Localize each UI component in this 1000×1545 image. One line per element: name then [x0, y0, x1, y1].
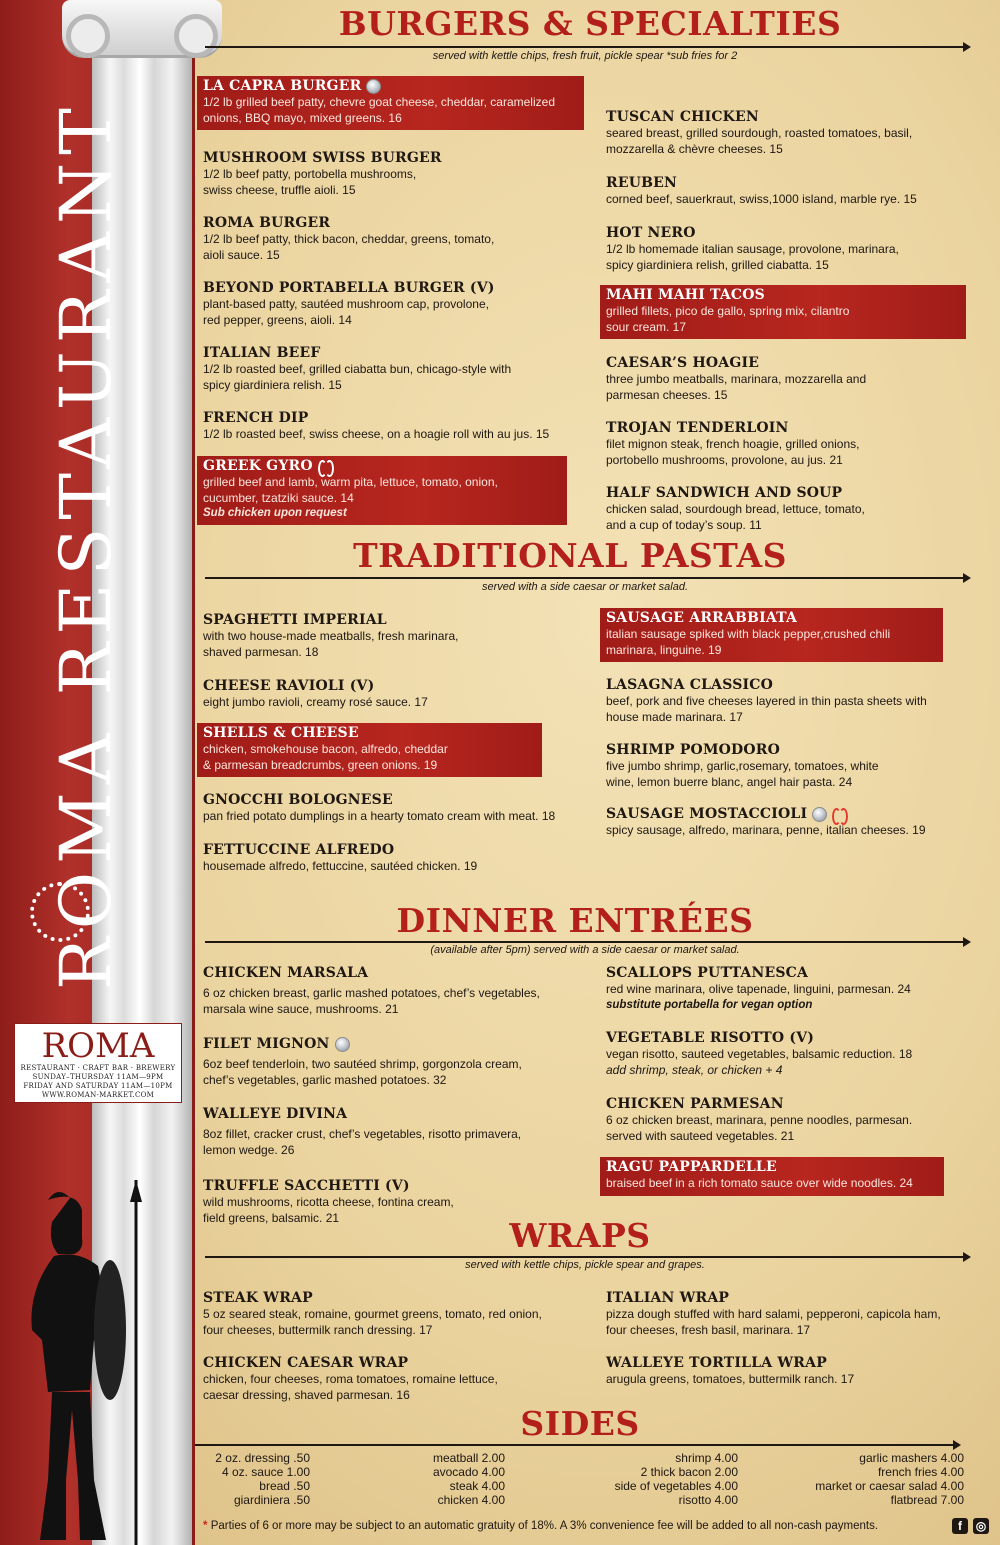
- item-desc: sour cream. 17: [606, 319, 687, 334]
- menu-item: [203, 345, 593, 393]
- globe-icon: [335, 1037, 350, 1052]
- spartan-warrior-icon: [18, 1180, 148, 1545]
- side-item: 4 oz. sauce 1.00: [221, 1465, 310, 1479]
- item-desc: red pepper, greens, aioli. 14: [203, 312, 352, 327]
- item-desc: pan fried potato dumplings in a hearty tomato cream with meat. 18: [203, 809, 556, 823]
- logo-line: SUNDAY–THURSDAY 11AM—9PM: [32, 1073, 164, 1081]
- menu-item: [203, 1355, 598, 1403]
- item-desc: grilled beef and lamb, warm pita, lettuce, tomato, onion,: [203, 475, 498, 489]
- menu-item-highlighted: [197, 723, 542, 777]
- item-desc: spicy giardiniera relish, grilled ciabatta. 15: [606, 257, 829, 272]
- item-name: SAUSAGE ARRABBIATA: [606, 610, 798, 626]
- item-desc: portobello mushrooms, provolone, au jus. 21: [606, 452, 843, 467]
- sides-column: [400, 1451, 505, 1507]
- item-name: BEYOND PORTABELLA BURGER (V): [203, 280, 495, 296]
- menu-item: [606, 355, 966, 403]
- section-subtitle-entrees: (available after 5pm) served with a side caesar or market salad.: [430, 944, 740, 956]
- menu-item: [606, 742, 966, 790]
- menu-item: [606, 965, 971, 1013]
- side-item: steak 4.00: [449, 1479, 505, 1493]
- menu-item: [606, 175, 966, 208]
- item-desc: 5 oz seared steak, romaine, gourmet greens, tomato, red onion,: [203, 1307, 542, 1321]
- side-item: french fries 4.00: [877, 1465, 964, 1479]
- item-name: SHELLS & CHEESE: [203, 725, 359, 741]
- item-desc: 1/2 lb beef patty, thick bacon, cheddar, greens, tomato,: [203, 232, 495, 246]
- logo-line: RESTAURANT · CRAFT BAR · BREWERY: [20, 1064, 176, 1072]
- footer-note: [203, 1519, 878, 1533]
- wheat-icon: [832, 808, 848, 822]
- item-desc: marsala wine sauce, mushrooms. 21: [203, 1001, 399, 1016]
- item-desc: 1/2 lb homemade italian sausage, provolone, marinara,: [606, 242, 899, 256]
- menu-item: [606, 1355, 986, 1388]
- item-desc: housemade alfredo, fettuccine, sautéed chicken. 19: [203, 859, 478, 873]
- section-rule: [205, 941, 965, 943]
- side-item: garlic mashers 4.00: [859, 1451, 964, 1465]
- section-rule: [205, 1256, 965, 1258]
- item-name: ROMA BURGER: [203, 215, 331, 231]
- item-name: VEGETABLE RISOTTO (V): [606, 1030, 815, 1046]
- item-desc: vegan risotto, sauteed vegetables, balsamic reduction. 18: [606, 1047, 913, 1061]
- item-desc: chicken salad, sourdough bread, lettuce, tomato,: [606, 502, 865, 516]
- item-name: CHICKEN CAESAR WRAP: [203, 1355, 409, 1371]
- footer-note-text: Parties of 6 or more may be subject to an automatic gratuity of 18%. A 3% convenience fee will be added to all non-cash payments.: [210, 1520, 879, 1532]
- item-name: ITALIAN WRAP: [606, 1290, 730, 1306]
- item-desc: seared breast, grilled sourdough, roasted tomatoes, basil,: [606, 126, 913, 140]
- instagram-icon[interactable]: ◎: [973, 1518, 989, 1534]
- item-desc: five jumbo shrimp, garlic,rosemary, tomatoes, white: [606, 759, 879, 773]
- menu-item: [606, 485, 966, 533]
- item-name: WALLEYE TORTILLA WRAP: [606, 1355, 827, 1371]
- item-desc: onions, BBQ mayo, mixed greens. 16: [203, 110, 402, 125]
- item-name: LA CAPRA BURGER: [203, 78, 578, 95]
- item-desc: & parmesan breadcrumbs, green onions. 19: [203, 757, 438, 772]
- item-name: TUSCAN CHICKEN: [606, 109, 759, 125]
- item-name: SPAGHETTI IMPERIAL: [203, 612, 387, 628]
- item-desc: 1/2 lb grilled beef patty, chevre goat cheese, cheddar, caramelized: [203, 95, 555, 109]
- menu-item: [203, 612, 593, 660]
- item-desc: 6 oz chicken breast, garlic mashed potatoes, chef’s vegetables,: [203, 986, 540, 1000]
- item-desc: parmesan cheeses. 15: [606, 387, 728, 402]
- item-desc: wild mushrooms, ricotta cheese, fontina cream,: [203, 1195, 454, 1209]
- item-desc: cucumber, tzatziki sauce. 14: [203, 490, 354, 505]
- section-rule: [205, 577, 965, 579]
- item-desc: corned beef, sauerkraut, swiss,1000 island, marble rye. 15: [606, 192, 917, 206]
- side-item: shrimp 4.00: [675, 1451, 738, 1465]
- menu-item: [606, 677, 966, 725]
- section-subtitle-burgers: served with kettle chips, fresh fruit, pickle spear *sub fries for 2: [432, 50, 738, 62]
- item-desc: pizza dough stuffed with hard salami, pepperoni, capicola ham,: [606, 1307, 941, 1321]
- item-name: STEAK WRAP: [203, 1290, 313, 1306]
- item-name: SCALLOPS PUTTANESCA: [606, 965, 809, 981]
- item-name: CHICKEN PARMESAN: [606, 1096, 784, 1112]
- item-desc: four cheeses, fresh basil, marinara. 17: [606, 1322, 811, 1337]
- menu-item: [203, 410, 598, 443]
- wheat-icon: [318, 460, 334, 474]
- item-name: GREEK GYRO: [203, 458, 561, 475]
- item-desc: swiss cheese, truffle aioli. 15: [203, 182, 356, 197]
- menu-item: [203, 280, 593, 328]
- item-name: RAGU PAPPARDELLE: [606, 1159, 777, 1175]
- section-subtitle-pastas: served with a side caesar or market salad.: [481, 581, 689, 593]
- item-desc: shaved parmesan. 18: [203, 644, 319, 659]
- item-name: MAHI MAHI TACOS: [606, 287, 765, 303]
- menu-item: [203, 1106, 598, 1158]
- section-title-sides: SIDES: [520, 1404, 640, 1443]
- menu-item: [606, 806, 971, 839]
- item-name: REUBEN: [606, 175, 678, 191]
- item-desc: italian sausage spiked with black pepper,crushed chili: [606, 627, 891, 641]
- item-desc: 8oz fillet, cracker crust, chef’s vegetables, risotto primavera,: [203, 1127, 522, 1141]
- menu-item: [203, 1036, 598, 1088]
- section-subtitle-wraps: served with kettle chips, pickle spear and grapes.: [465, 1259, 705, 1271]
- section-rule: [205, 46, 965, 48]
- item-name: CHEESE RAVIOLI (V): [203, 678, 375, 694]
- item-desc: wine, lemon buerre blanc, angel hair pasta. 24: [606, 774, 853, 789]
- section-title-pastas: TRADITIONAL PASTAS: [353, 536, 787, 575]
- menu-item: [203, 965, 598, 1017]
- item-name: SAUSAGE MOSTACCIOLI: [606, 806, 971, 823]
- menu-item: [606, 109, 966, 157]
- item-desc: 6oz beef tenderloin, two sautéed shrimp, gorgonzola cream,: [203, 1057, 522, 1071]
- menu-item: [606, 225, 966, 273]
- side-item: flatbread 7.00: [890, 1493, 964, 1507]
- item-desc: lemon wedge. 26: [203, 1142, 295, 1157]
- item-desc: with two house-made meatballs, fresh marinara,: [203, 629, 459, 643]
- side-item: meatball 2.00: [432, 1451, 505, 1465]
- item-desc: aioli sauce. 15: [203, 247, 280, 262]
- side-item: market or caesar salad 4.00: [815, 1479, 964, 1493]
- menu-item: [606, 1290, 986, 1338]
- vertical-restaurant-title: ROMA RESTAURANT: [45, 100, 127, 990]
- item-desc: arugula greens, tomatoes, buttermilk ranch. 17: [606, 1372, 855, 1386]
- footer-star: *: [203, 1520, 208, 1532]
- sides-column: [780, 1451, 964, 1507]
- laurel-icon: [30, 882, 90, 942]
- item-desc: field greens, balsamic. 21: [203, 1210, 340, 1225]
- side-item: avocado 4.00: [432, 1465, 505, 1479]
- item-desc: red wine marinara, olive tapenade, linguini, parmesan. 24: [606, 982, 911, 996]
- item-name: GNOCCHI BOLOGNESE: [203, 792, 393, 808]
- section-title-wraps: WRAPS: [509, 1216, 651, 1255]
- section-title-burgers: BURGERS & SPECIALTIES: [338, 4, 842, 43]
- item-desc: house made marinara. 17: [606, 709, 743, 724]
- item-desc: chicken, four cheeses, roma tomatoes, romaine lettuce,: [203, 1372, 498, 1386]
- item-name: ITALIAN BEEF: [203, 345, 321, 361]
- item-name: MUSHROOM SWISS BURGER: [203, 150, 442, 166]
- item-name: FILET MIGNON: [203, 1036, 598, 1053]
- menu-item-highlighted: [197, 76, 584, 130]
- logo-card: [14, 1023, 182, 1103]
- item-name: FRENCH DIP: [203, 410, 309, 426]
- side-item: giardiniera .50: [233, 1493, 310, 1507]
- item-name: CHICKEN MARSALA: [203, 965, 369, 981]
- section-rule: [195, 1444, 955, 1446]
- item-desc: marinara, linguine. 19: [606, 642, 722, 657]
- item-name: HOT NERO: [606, 225, 696, 241]
- item-desc: 1/2 lb beef patty, portobella mushrooms,: [203, 167, 417, 181]
- side-item: 2 oz. dressing .50: [215, 1451, 310, 1465]
- side-item: bread .50: [259, 1479, 310, 1493]
- item-name: SHRIMP POMODORO: [606, 742, 781, 758]
- item-desc: beef, pork and five cheeses layered in thin pasta sheets with: [606, 694, 927, 708]
- item-name: LASAGNA CLASSICO: [606, 677, 774, 693]
- item-desc: 1/2 lb roasted beef, grilled ciabatta bun, chicago-style with: [203, 362, 512, 376]
- menu-item: [203, 678, 593, 711]
- item-desc: chicken, smokehouse bacon, alfredo, cheddar: [203, 742, 448, 756]
- item-desc: spicy giardiniera relish. 15: [203, 377, 342, 392]
- item-note: substitute portabella for vegan option: [606, 998, 813, 1011]
- menu-item: [606, 1096, 971, 1144]
- globe-icon: [812, 807, 827, 822]
- side-item: chicken 4.00: [437, 1493, 505, 1507]
- sides-column: [580, 1451, 738, 1507]
- menu-item: [606, 1030, 971, 1078]
- menu-item: [203, 1290, 598, 1338]
- pillar-capital: [62, 0, 222, 58]
- item-desc: served with sauteed vegetables. 21: [606, 1128, 795, 1143]
- sides-column: [180, 1451, 310, 1507]
- side-item: side of vegetables 4.00: [614, 1479, 738, 1493]
- menu-item-highlighted: [600, 1157, 944, 1196]
- item-desc: eight jumbo ravioli, creamy rosé sauce. 17: [203, 695, 428, 709]
- menu-item: [606, 420, 966, 468]
- item-note: add shrimp, steak, or chicken + 4: [606, 1062, 783, 1077]
- item-desc: grilled fillets, pico de gallo, spring mix, cilantro: [606, 304, 850, 318]
- item-name: HALF SANDWICH AND SOUP: [606, 485, 843, 501]
- item-desc: caesar dressing, shaved parmesan. 16: [203, 1387, 410, 1402]
- logo-name: ROMA: [41, 1026, 155, 1066]
- menu-item: [203, 150, 593, 198]
- menu-item-highlighted: [600, 285, 966, 339]
- item-desc: chef’s vegetables, garlic mashed potatoes. 32: [203, 1072, 447, 1087]
- menu-item: [203, 842, 593, 875]
- logo-line: WWW.ROMAN-MARKET.COM: [41, 1091, 155, 1099]
- item-name: WALLEYE DIVINA: [203, 1106, 348, 1122]
- item-desc: four cheeses, buttermilk ranch dressing. 17: [203, 1322, 433, 1337]
- globe-icon: [366, 79, 381, 94]
- item-desc: three jumbo meatballs, marinara, mozzarella and: [606, 372, 867, 386]
- item-desc: plant-based patty, sautéed mushroom cap, provolone,: [203, 297, 489, 311]
- menu-item: [203, 792, 598, 825]
- item-name: CAESAR’S HOAGIE: [606, 355, 760, 371]
- logo-line: FRIDAY AND SATURDAY 11AM—10PM: [23, 1082, 173, 1090]
- item-desc: mozzarella & chèvre cheeses. 15: [606, 141, 783, 156]
- item-desc: braised beef in a rich tomato sauce over wide noodles. 24: [606, 1176, 913, 1190]
- menu-item-highlighted: [600, 608, 943, 662]
- item-desc: and a cup of today’s soup. 11: [606, 517, 762, 532]
- facebook-icon[interactable]: f: [952, 1518, 968, 1534]
- item-desc: spicy sausage, alfredo, marinara, penne, italian cheeses. 19: [606, 823, 926, 837]
- item-desc: 1/2 lb roasted beef, swiss cheese, on a hoagie roll with au jus. 15: [203, 427, 550, 441]
- item-note: Sub chicken upon request: [203, 507, 347, 519]
- item-desc: filet mignon steak, french hoagie, grilled onions,: [606, 437, 860, 451]
- item-name: FETTUCCINE ALFREDO: [203, 842, 395, 858]
- side-item: risotto 4.00: [678, 1493, 738, 1507]
- menu-item: [203, 215, 593, 263]
- item-name: TRUFFLE SACCHETTI (V): [203, 1178, 410, 1194]
- item-name: TROJAN TENDERLOIN: [606, 420, 789, 436]
- item-desc: 6 oz chicken breast, marinara, penne noodles, parmesan.: [606, 1113, 913, 1127]
- side-item: 2 thick bacon 2.00: [640, 1465, 738, 1479]
- section-title-entrees: DINNER ENTRÉES: [396, 901, 754, 940]
- menu-item-highlighted: [197, 456, 567, 525]
